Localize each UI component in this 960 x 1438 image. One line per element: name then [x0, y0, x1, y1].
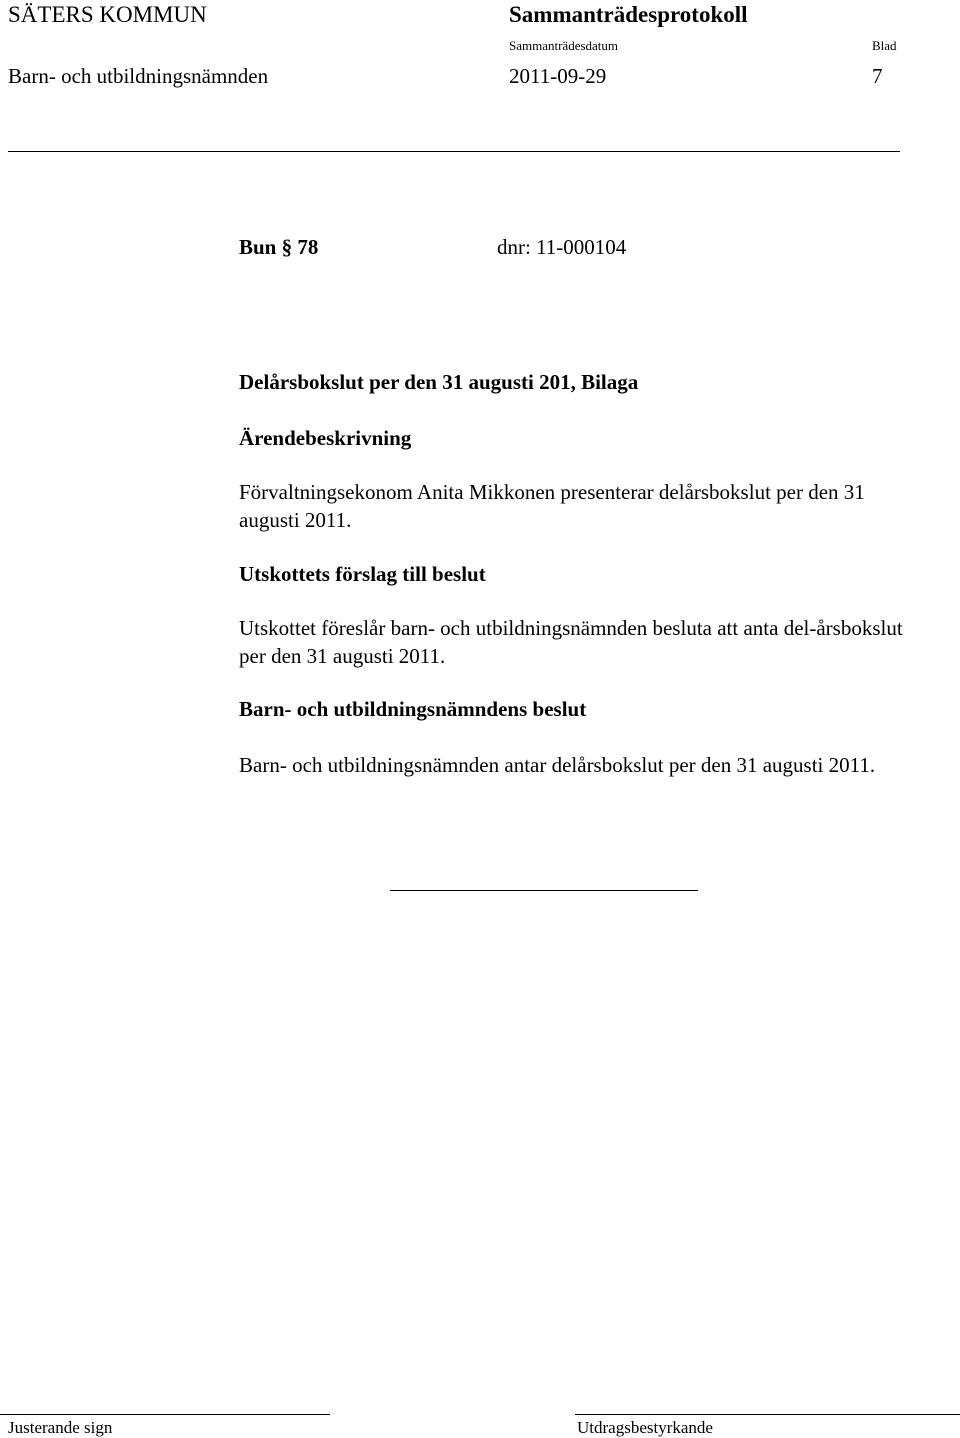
footer-line-left: [0, 1414, 330, 1415]
header-divider: [8, 151, 900, 152]
footer-line-right: [575, 1414, 960, 1415]
section-text-decision: Barn- och utbildningsnämnden antar delårsbokslut per den 31 augusti 2011.: [239, 753, 876, 777]
section-text-proposal: Utskottet föreslår barn- och utbildningsnämnden besluta att anta del-årsbokslut per den 31 augusti 2011.: [239, 616, 903, 668]
section-text-description: Förvaltningsekonom Anita Mikkonen presenterar delårsbokslut per den 31 augusti 2011.: [239, 480, 865, 532]
footer-utdragsbestyrkande: Utdragsbestyrkande: [577, 1418, 713, 1437]
date-label: Sammanträdesdatum: [509, 38, 619, 53]
organization-name: SÄTERS KOMMUN: [8, 2, 207, 27]
item-title: Delårsbokslut per den 31 augusti 201, Bilaga: [239, 370, 639, 394]
section-heading-description: Ärendebeskrivning: [239, 426, 412, 450]
page-number: 7: [872, 64, 883, 88]
section-heading-proposal: Utskottets förslag till beslut: [239, 562, 486, 586]
page-label: Blad: [872, 38, 897, 53]
footer-justerande-sign: Justerande sign: [8, 1418, 113, 1437]
paragraph-number: Bun § 78: [239, 235, 319, 259]
board-name: Barn- och utbildningsnämnden: [8, 64, 269, 88]
document-type: Sammanträdesprotokoll: [509, 2, 748, 27]
meeting-date: 2011-09-29: [509, 64, 607, 88]
section-heading-decision: Barn- och utbildningsnämndens beslut: [239, 697, 587, 721]
end-of-item-line: [390, 890, 698, 891]
diary-number: dnr: 11-000104: [497, 235, 627, 259]
